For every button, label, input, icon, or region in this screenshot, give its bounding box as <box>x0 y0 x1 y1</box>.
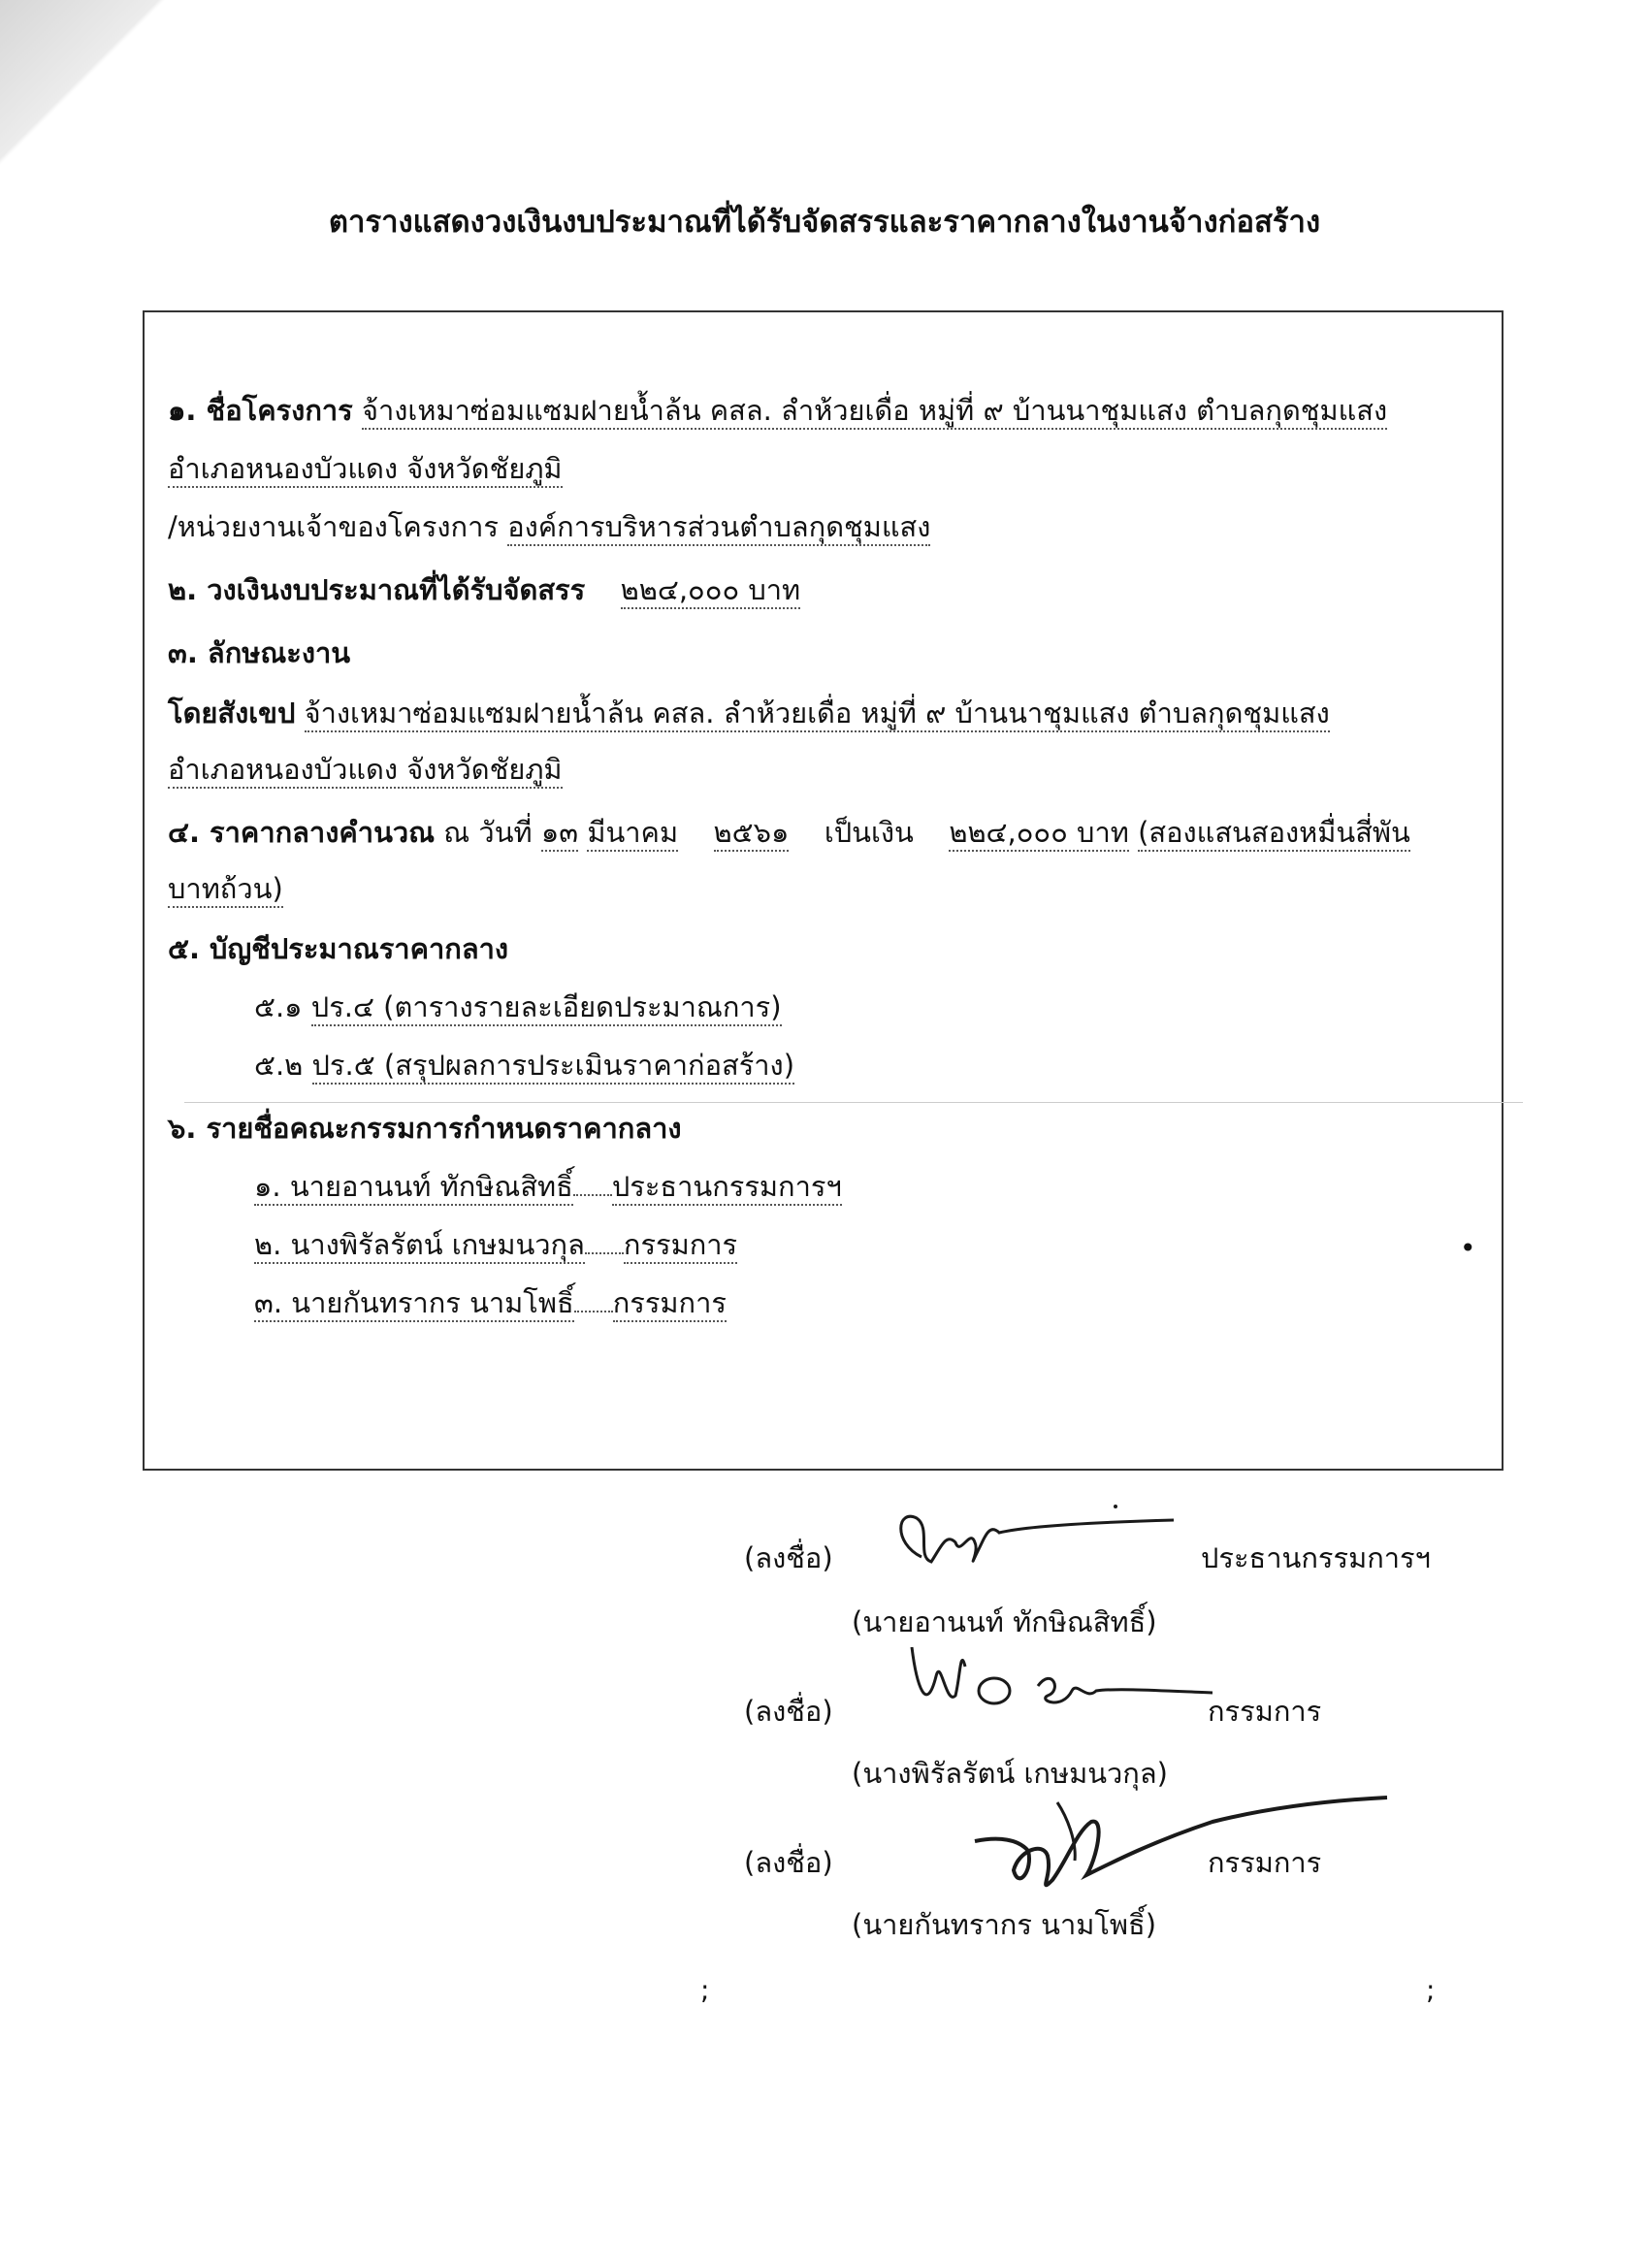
item1-value-line2: อำเภอหนองบัวแดง จังหวัดชัยภูมิ <box>168 452 563 488</box>
item6-label: ๖. รายชื่อคณะกรรมการกำหนดราคากลาง <box>168 1112 682 1145</box>
item3-line <box>168 631 1526 675</box>
item5-sub1-num: ๕.๑ <box>254 990 303 1023</box>
item6-member3 <box>254 1280 1612 1325</box>
item5-sub2-text: ปร.๕ (สรุปผลการประเมินราคาก่อสร้าง) <box>312 1049 795 1085</box>
item3-summary-label: โดยสังเขป <box>168 697 296 729</box>
item4-month: มีนาคม <box>587 816 678 852</box>
item3-label: ๓. ลักษณะงาน <box>168 636 351 669</box>
sign-label-3: (ลงชื่อ) <box>744 1846 833 1879</box>
stray-dot: • <box>1460 1232 1476 1264</box>
stray-mark-left: ; <box>700 1974 710 2006</box>
item4-amount-words-line1: (สองแสนสองหมื่นสี่พัน <box>1138 816 1410 852</box>
sign-role-1: ประธานกรรมการฯ <box>1201 1541 1431 1574</box>
sign-label-2: (ลงชื่อ) <box>744 1695 833 1728</box>
item3-summary-value-line2: อำเภอหนองบัวแดง จังหวัดชัยภูมิ <box>168 753 563 789</box>
item3-summary-value-line1: จ้างเหมาซ่อมแซมฝายน้ำล้น คสล. ลำห้วยเดื่อ หมู่ที่ ๙ บ้านนาชุมแสง ตำบลกุดชุมแสง <box>305 697 1330 732</box>
item2-label: ๒. วงเงินงบประมาณที่ได้รับจัดสรร <box>168 573 586 606</box>
item6-member3-role: กรรมการ <box>613 1286 727 1322</box>
item5-label: ๕. บัญชีประมาณราคากลาง <box>168 932 509 965</box>
item1-line2 <box>168 446 1526 491</box>
sign-role-3: กรรมการ <box>1208 1846 1322 1879</box>
item1-label: ๑. ชื่อโครงการ <box>168 394 353 427</box>
signer-name-3: (นายกันทรากร นามโพธิ์) <box>852 1908 1157 1941</box>
signature-3 <box>960 1783 1397 1919</box>
item2-line <box>168 567 1526 612</box>
item3-summary-line1 <box>168 691 1526 735</box>
item3-summary-line2 <box>168 747 1526 792</box>
item1-agency <box>168 504 1526 549</box>
item6-member1-role: ประธานกรรมการฯ <box>612 1170 842 1206</box>
item5-sub2 <box>254 1043 1612 1087</box>
item4-day: ๑๓ <box>541 816 578 852</box>
item2-value: ๒๒๔,๐๐๐ บาท <box>621 573 801 609</box>
item1-line1 <box>168 388 1526 433</box>
item5-sub1 <box>254 985 1612 1029</box>
item4-amount: ๒๒๔,๐๐๐ บาท <box>949 816 1129 852</box>
item6-member2 <box>254 1222 1612 1267</box>
scan-divider-line <box>184 1102 1523 1103</box>
signer-name-2: (นางพิรัลรัตน์ เกษมนวกุล) <box>852 1757 1168 1790</box>
item4-amount-label: เป็นเงิน <box>824 816 914 849</box>
item5-sub1-text: ปร.๔ (ตารางรายละเอียดประมาณการ) <box>311 990 782 1026</box>
stray-mark-right: ; <box>1426 1974 1436 2006</box>
item6-member3-name: ๓. นายกันทรากร นามโพธิ์ <box>254 1286 574 1322</box>
signature-1 <box>873 1489 1183 1596</box>
item4-amount-words-line2: บาทถ้วน) <box>168 872 283 908</box>
item1-value-line1: จ้างเหมาซ่อมแซมฝายน้ำล้น คสล. ลำห้วยเดื่อ หมู่ที่ ๙ บ้านนาชุมแสง ตำบลกุดชุมแสง <box>362 394 1387 430</box>
item4-line1 <box>168 810 1526 855</box>
page-corner-fold <box>0 0 165 165</box>
item6-member1-name: ๑. นายอานนท์ ทักษิณสิทธิ์ <box>254 1170 573 1206</box>
item6-line <box>168 1106 1526 1150</box>
item1-agency-label: /หน่วยงานเจ้าของโครงการ <box>168 510 499 543</box>
item6-member2-name: ๒. นางพิรัลรัตน์ เกษมนวกุล <box>254 1228 585 1264</box>
document-title: ตารางแสดงวงเงินงบประมาณที่ได้รับจัดสรรและราคากลางในงานจ้างก่อสร้าง <box>328 205 1321 240</box>
item4-as-of: ณ วันที่ <box>443 816 533 849</box>
item1-agency-value: องค์การบริหารส่วนตำบลกุดชุมแสง <box>507 510 930 546</box>
item4-label: ๔. ราคากลางคำนวณ <box>168 816 436 849</box>
item4-line2 <box>168 866 1526 911</box>
signer-name-1: (นายอานนท์ ทักษิณสิทธิ์) <box>852 1605 1157 1638</box>
item4-year: ๒๕๖๑ <box>714 816 790 852</box>
item5-line <box>168 926 1526 971</box>
signature-2 <box>892 1637 1222 1734</box>
item5-sub2-num: ๕.๒ <box>254 1049 304 1082</box>
item6-member2-role: กรรมการ <box>624 1228 737 1264</box>
sign-label-1: (ลงชื่อ) <box>744 1541 833 1574</box>
item6-member1 <box>254 1164 1612 1209</box>
sign-role-2: กรรมการ <box>1208 1695 1322 1728</box>
